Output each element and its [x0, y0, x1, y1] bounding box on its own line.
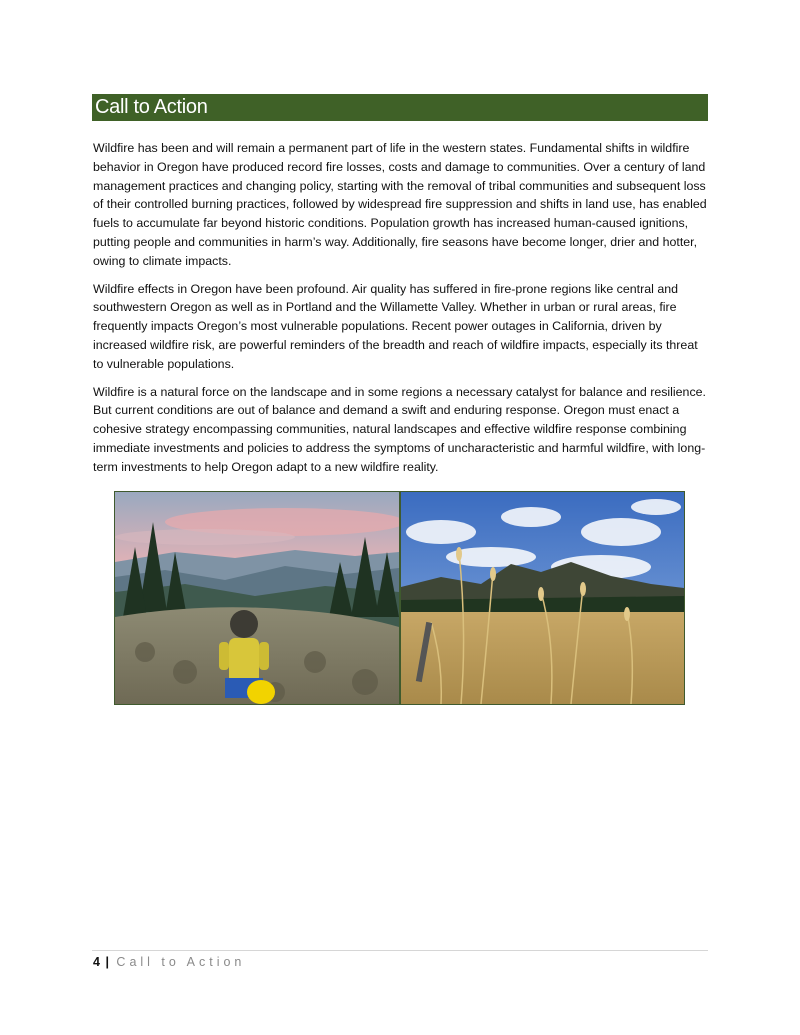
golden-meadow-photo	[400, 491, 685, 705]
firefighter-lookout-photo	[114, 491, 400, 705]
body-text	[93, 139, 711, 486]
photo-row	[114, 491, 686, 705]
paragraph-2: Wildfire effects in Oregon have been profound. Air quality has suffered in fire-prone regions like central and southwestern Oregon as well as in Portland and the Willamette Valley. Whether in urban or rural areas, fire frequently impacts Oregon’s most vulnerable populations. Recent power outages in California, driven by increased wildfire risk, are powerful reminders of the breadth and reach of wildfire impacts, especially its threat to vulnerable populations.	[93, 281, 698, 371]
paragraph-3: Wildfire is a natural force on the landscape and in some regions a necessary catalyst for balance and resilience. But current conditions are out of balance and demand a swift and enduring response. Oregon must enact a cohesive strategy encompassing communities, natural landscapes and effective wildfire response combining immediate investments and policies to address the symptoms of uncharacteristic and harmful wildfire, with long-term investments to help Oregon adapt to a new wildfire reality.	[93, 384, 706, 474]
footer-separator: |	[105, 955, 109, 969]
page-number: 4	[93, 955, 100, 969]
section-heading: Call to Action	[92, 94, 708, 121]
paragraph-1: Wildfire has been and will remain a permanent part of life in the western states. Fundamental shifts in wildfire behavior in Oregon have produced record fire losses, costs and damage to communities. Over a century of land management practices and changing policy, starting with the removal of tribal communities and subsequent loss of their controlled burning practices, followed by widespread fire suppression and shifts in land use, has enabled fuels to accumulate far beyond historic conditions. Population growth has increased human-caused ignitions, putting people and communities in harm’s way. Additionally, fire seasons have become longer, drier and hotter, owing to climate impacts.	[93, 141, 707, 268]
page-footer	[93, 954, 245, 970]
footer-title: Call to Action	[116, 955, 246, 969]
footer-divider	[92, 950, 708, 951]
